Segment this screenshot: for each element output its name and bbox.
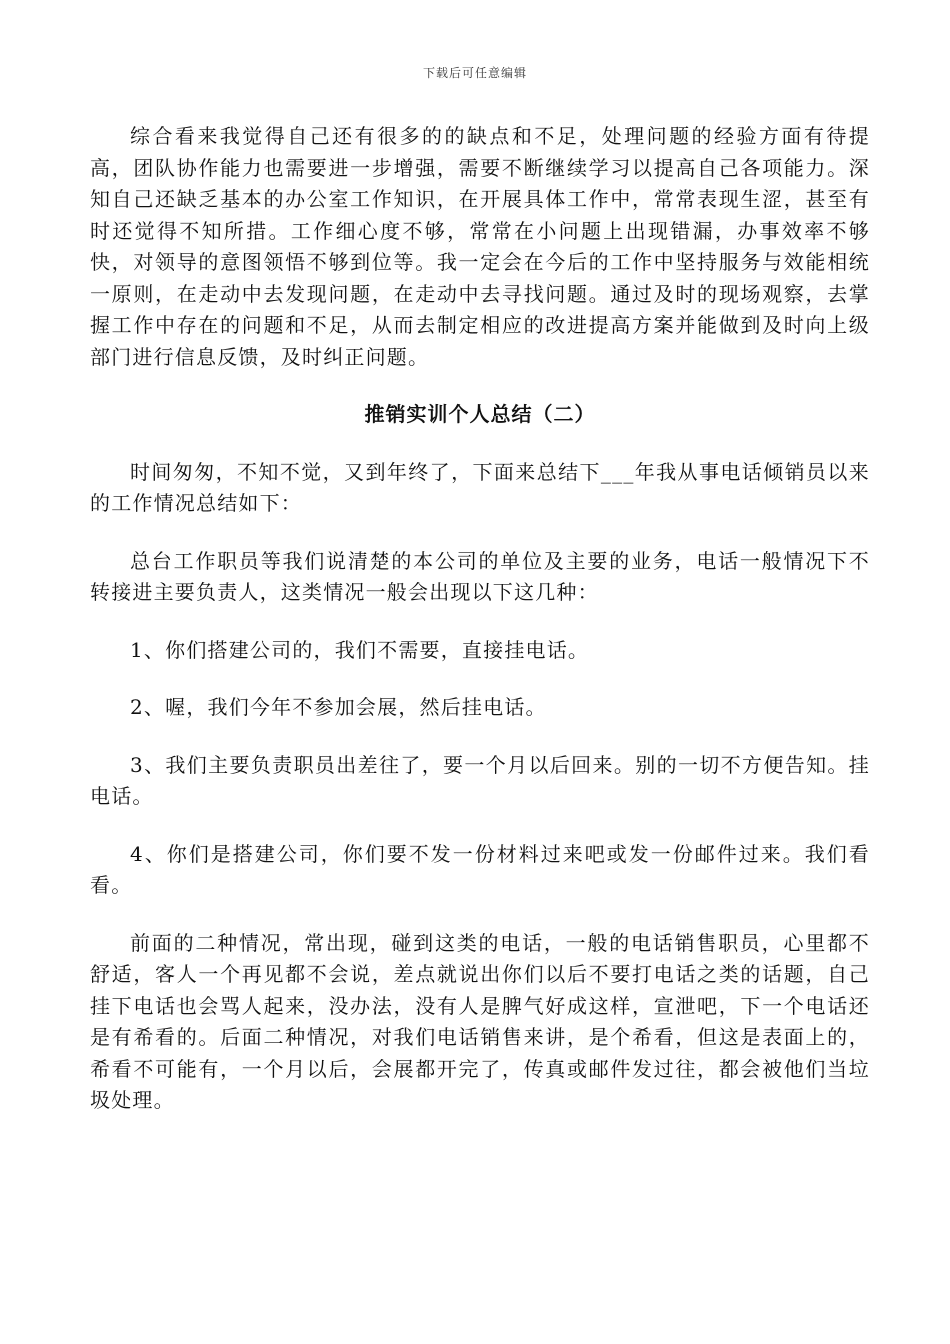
list-item-3: 3、我们主要负责职员出差往了，要一个月以后回来。别的一切不方便告知。挂电话。 [90, 752, 870, 808]
paragraph-intro: 时间匆匆，不知不觉，又到年终了，下面来总结下___年我从事电话倾销员以来的工作情况总结如下： [90, 459, 870, 515]
list-item-1: 1、你们搭建公司的，我们不需要，直接挂电话。 [130, 637, 590, 662]
document-body [90, 121, 870, 1117]
paragraph-summary: 综合看来我觉得自己还有很多的的缺点和不足，处理问题的经验方面有待提高，团队协作能力也需要进一步增强，需要不断继续学习以提高自己各项能力。深知自己还缺乏基本的办公室工作知识，在开展具体工作中，常常表现生涩，甚至有时还觉得不知所措。工作细心度不够，常常在小问题上出现错漏，办事效率不够快，对领导的意图领悟不够到位等。我一定会在今后的工作中坚持服务与效能相统一原则，在走动中去发现问题，在走动中去寻找问题。通过及时的现场观察，去掌握工作中存在的问题和不足，从而去制定相应的改进提高方案并能做到及时向上级部门进行信息反馈，及时纠正问题。 [90, 124, 870, 369]
section-title: 推销实训个人总结（二） [364, 402, 596, 426]
paragraph-analysis: 前面的二种情况，常出现，碰到这类的电话，一般的电话销售职员，心里都不舒适，客人一个再见都不会说，差点就说出你们以后不要打电话之类的话题，自己挂下电话也会骂人起来，没办法，没有人是脾气好成这样，宣泄吧，下一个电话还是有希看的。后面二种情况，对我们电话销售来讲，是个希看，但这是表面上的，希看不可能有，一个月以后，会展都开完了，传真或邮件发过往，都会被他们当垃圾处理。 [90, 930, 870, 1112]
list-item-4: 4、你们是搭建公司，你们要不发一份材料过来吧或发一份邮件过来。我们看看。 [90, 841, 870, 897]
paragraph-situations: 总台工作职员等我们说清楚的本公司的单位及主要的业务，电话一般情况下不转接进主要负责人，这类情况一般会出现以下这几种： [90, 548, 870, 604]
list-item-2: 2、喔，我们今年不参加会展，然后挂电话。 [130, 695, 547, 719]
page-header: 下载后可任意编辑 [422, 66, 527, 80]
